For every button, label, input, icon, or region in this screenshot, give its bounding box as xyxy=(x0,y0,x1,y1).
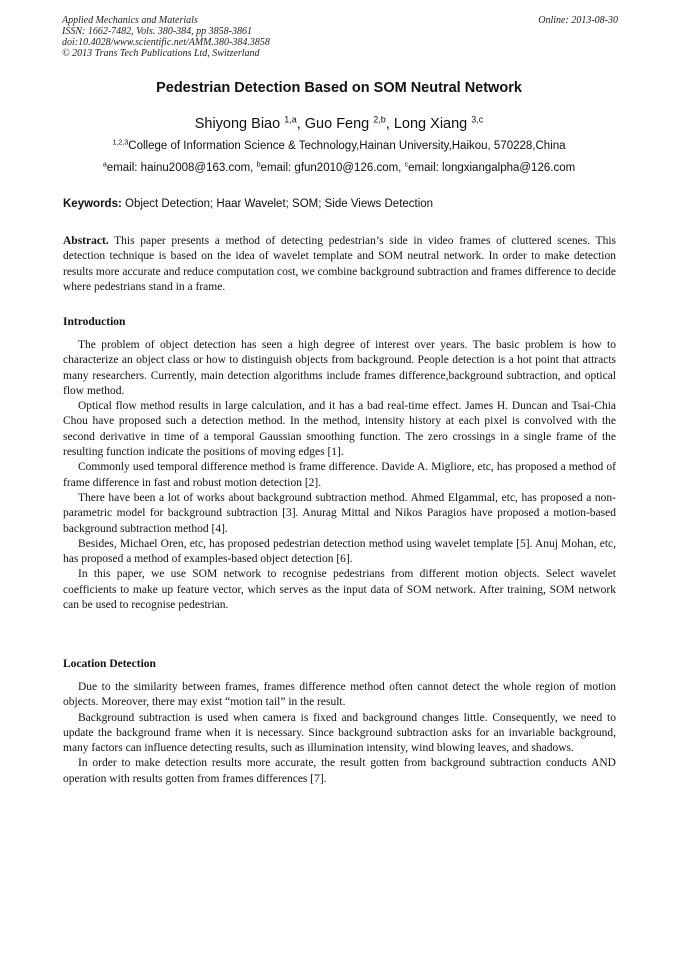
author-name: Guo Feng xyxy=(304,116,370,132)
online-date: Online: 2013-08-30 xyxy=(538,15,618,26)
paragraph: Commonly used temporal difference method is frame difference. Davide A. Migliore, etc, has proposed a method of frame difference in fast and robust motion detection [2]. xyxy=(63,461,616,489)
paragraph: Optical flow method results in large calculation, and it has a bad real-time effect. James H. Duncan and Tsai-Chia Chou have proposed such a detection method. In the method, intensity history at each pixel is convolved with the second derivative in time of a temporal Gaussian smoothing function. The zero crossings in a single frame of the resulting function indicate the positions of moving edges [1]. xyxy=(63,400,616,459)
section-location-detection xyxy=(63,680,616,787)
affiliation xyxy=(0,140,678,152)
email-list xyxy=(0,162,678,174)
abstract xyxy=(63,234,616,295)
journal-name: Applied Mechanics and Materials xyxy=(62,15,198,26)
abstract-text: This paper presents a method of detecting pedestrian’s side in video frames of cluttered scenes. This detection technique is based on the idea of wavelet template and SOM neutral network. In order to make detection results more accurate and reduce computation cost, we combine background subtraction and frames difference to decide where pedestrians stand in a frame. xyxy=(63,235,616,293)
email-superscript: b xyxy=(256,160,261,169)
paragraph: Due to the similarity between frames, frames difference method often cannot detect the whole region of motion objects. Moreover, there may exist “motion tail” in the result. xyxy=(63,681,616,709)
keywords-label: Keywords: xyxy=(63,198,122,210)
copyright-line: © 2013 Trans Tech Publications Ltd, Switzerland xyxy=(62,48,260,59)
email-text: email: hainu2008@163.com, xyxy=(106,162,254,174)
author-superscript: 2,b xyxy=(373,114,386,125)
affiliation-superscript: 1,2,3 xyxy=(112,138,129,147)
section-heading-introduction: Introduction xyxy=(63,316,126,328)
paragraph: There have been a lot of works about background subtraction method. Ahmed Elgammal, etc, has proposed a non-parametric model for background subtraction [3]. Anurag Mittal and Nikos Paragios have proposed a motion-based background subtraction method [4]. xyxy=(63,491,616,535)
email-superscript: a xyxy=(102,160,107,169)
keywords-text: Object Detection; Haar Wavelet; SOM; Side Views Detection xyxy=(125,198,434,210)
doi-line: doi:10.4028/www.scientific.net/AMM.380-384.3858 xyxy=(62,37,270,48)
author-name: Long Xiang xyxy=(393,116,468,132)
email-text: email: longxiangalpha@126.com xyxy=(408,162,576,174)
affiliation-text: College of Information Science & Technology,Hainan University,Haikou, 570228,China xyxy=(128,140,566,152)
paper-title: Pedestrian Detection Based on SOM Neutral Network xyxy=(156,80,522,96)
author-superscript: 3,c xyxy=(471,114,484,125)
abstract-label: Abstract. xyxy=(63,235,109,247)
issn-line: ISSN: 1662-7482, Vols. 380-384, pp 3858-3861 xyxy=(62,26,252,37)
section-introduction xyxy=(63,338,616,613)
paragraph: The problem of object detection has seen a high degree of interest over years. The basic problem is how to characterize an object class or how to distinguish objects from background. People detection is a hot point that attracts many researchers. Currently, main detection algorithms include frames difference,background subtraction, and optical flow method. xyxy=(63,339,616,397)
keywords xyxy=(63,198,617,210)
email-text: email: gfun2010@126.com, xyxy=(260,162,402,174)
author-list: Shiyong Biao $^{1,a}$, Guo Feng $^{2,b}$, Long Xiang $^{3,c}$ xyxy=(194,114,484,132)
section-heading-location-detection: Location Detection xyxy=(63,658,156,670)
author-superscript: 1,a xyxy=(284,114,297,125)
paragraph: In this paper, we use SOM network to recognise pedestrians from different motion objects. Select wavelet coefficients to make up feature vector, which serves as the input data of SOM network. After training, SOM network can be used to recognise pedestrian. xyxy=(63,568,616,612)
email-superscript: c xyxy=(404,160,409,169)
paragraph: Background subtraction is used when camera is fixed and background changes little. Consequently, we need to update the background frame when it is necessary. Since background subtraction asks for an invariable background, many factors can influence detecting results, such as illumination intensity, wind blowing leaves, and shadows. xyxy=(63,711,616,755)
paragraph: Besides, Michael Oren, etc, has proposed pedestrian detection method using wavelet template [5]. Anuj Mohan, etc, has proposed a method of examples-based object detection [6]. xyxy=(63,537,616,566)
paragraph: In order to make detection results more accurate, the result gotten from background subtraction conducts AND operation with results gotten from frames differences [7]. xyxy=(63,757,616,785)
journal-header xyxy=(62,15,618,59)
author-name: Shiyong Biao xyxy=(194,116,281,132)
